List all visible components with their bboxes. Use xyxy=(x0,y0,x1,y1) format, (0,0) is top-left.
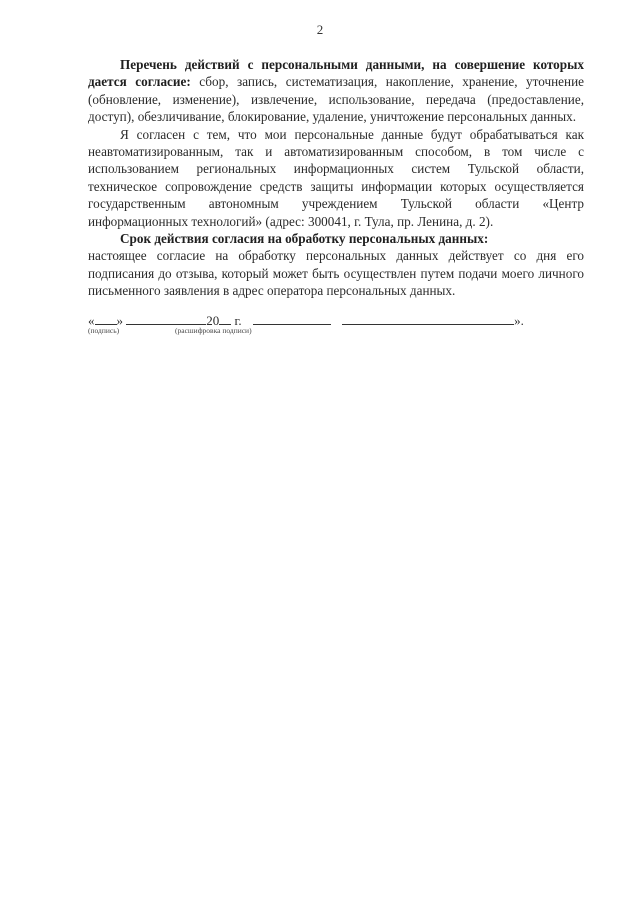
page-number: 2 xyxy=(316,22,324,37)
year-blank xyxy=(219,312,231,325)
actions-text: сбор, запись, систематизация, накопление, хранение, уточнение (обновление, изменение), извлечение, использование, передача (предоставление, доступ), обезличивание, блокирование, удаление, уничтожение персональных данных. xyxy=(88,74,585,125)
transcript-label: (расшифровка подписи) xyxy=(175,326,252,335)
signature-line xyxy=(88,312,584,329)
signature-end: ». xyxy=(514,313,524,328)
validity-paragraph: настоящее согласие на обработку персональных данных действует со дня его подписания до отзыва, который может быть осуществлен путем подачи моего личного письменного заявления в адрес оператора персональных данных. xyxy=(88,248,584,299)
validity-heading-text: Срок действия согласия на обработку персональных данных: xyxy=(120,231,489,247)
year-suffix: г. xyxy=(231,313,242,328)
document-body xyxy=(88,56,584,300)
actions-paragraph xyxy=(88,56,584,126)
processing-paragraph: Я согласен с тем, что мои персональные данные будут обрабатываться как неавтоматизированным, так и автоматизированным способом, в том числе с использованием региональных информационных систем Тульской области, техническое сопровождение средств защиты информации которых осуществляется государственным автономным учреждением Тульской области «Центр информационных технологий» (адрес: 300041, г. Тула, пр. Ленина, д. 2). xyxy=(88,126,584,229)
month-blank xyxy=(126,312,206,325)
signature-blank xyxy=(253,312,331,325)
actions-heading: Перечень действий с персональными данными, на совершение которых дается согласие: xyxy=(88,57,584,90)
validity-heading xyxy=(88,230,584,247)
date-open-quote: « xyxy=(88,313,95,328)
transcript-blank xyxy=(342,312,514,325)
date-close-quote: » xyxy=(116,313,123,328)
signature-label: (подпись) xyxy=(88,326,120,335)
year-prefix: 20 xyxy=(206,313,220,328)
day-blank xyxy=(95,312,117,325)
